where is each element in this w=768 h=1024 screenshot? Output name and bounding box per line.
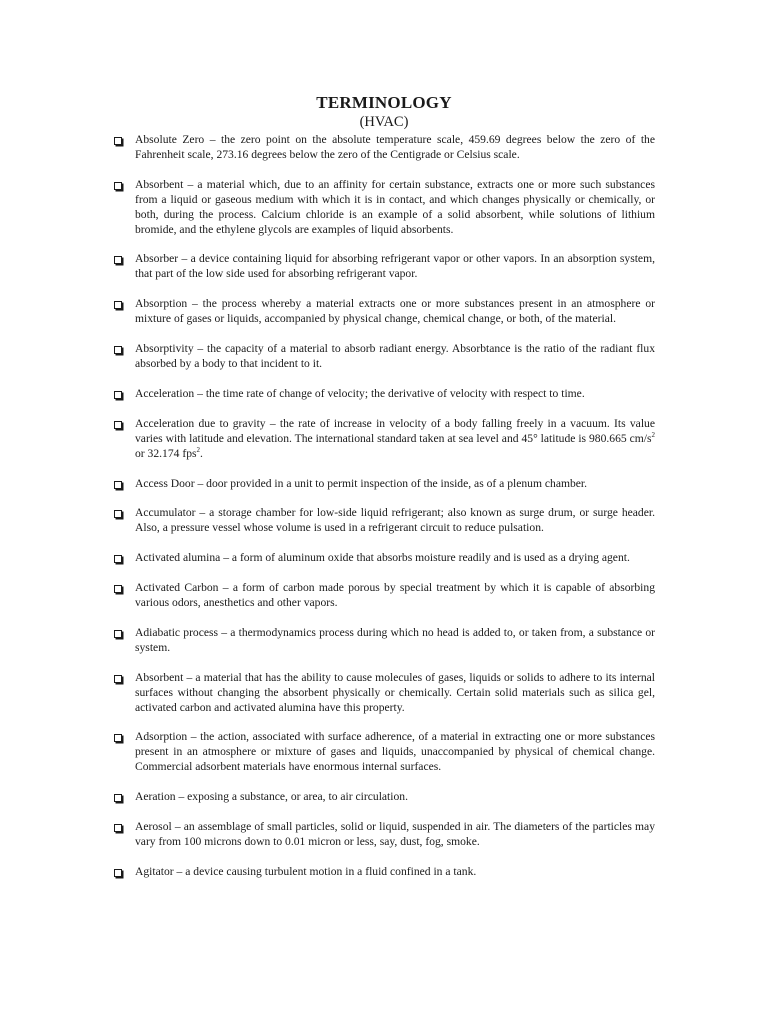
terminology-list [113,133,655,895]
term-text: Absorption – the process whereby a material extracts one or more substances present in an atmosphere or mixture of gases or liquids, accompanied by physical change, chemical change, or both, of the material. [135,297,655,326]
checkbox-bullet-icon [114,824,122,832]
checkbox-bullet-icon [114,555,122,563]
list-item [113,178,655,238]
list-item [113,865,655,880]
checkbox-bullet-icon [114,869,122,877]
list-item [113,297,655,327]
list-item [113,730,655,775]
term-text-main: Acceleration due to gravity – the rate of increase in velocity of a body falling freely in a vacuum. Its value varies with latitude and elevation. The international standard taken at sea level and 45° latitude is 980.665 cm/s [135,416,655,445]
list-item [113,342,655,372]
superscript: 2 [651,430,655,439]
term-text: Aeration – exposing a substance, or area, to air circulation. [135,790,408,804]
term-text: Accumulator – a storage chamber for low-side liquid refrigerant; also known as surge drum, or surge header. Also, a pressure vessel whose volume is used in a refrigerant circuit to reduce pulsation. [135,506,655,535]
term-text: Acceleration – the time rate of change of velocity; the derivative of velocity with respect to time. [135,386,585,400]
checkbox-bullet-icon [114,421,122,429]
checkbox-bullet-icon [114,481,122,489]
term-text: Activated Carbon – a form of carbon made porous by special treatment by which it is capable of absorbing various odors, anesthetics and other vapors. [135,581,655,610]
list-item [113,252,655,282]
document-title: TERMINOLOGY [316,93,452,112]
term-text-mid: or 32.174 fps [135,446,197,460]
checkbox-bullet-icon [114,182,122,190]
checkbox-bullet-icon [114,675,122,683]
term-text: Absorber – a device containing liquid for absorbing refrigerant vapor or other vapors. In an absorption system, that part of the low side used for absorbing refrigerant vapor. [135,252,655,281]
term-text: Aerosol – an assemblage of small particles, solid or liquid, suspended in air. The diameters of the particles may vary from 100 microns down to 0.01 micron or less, say, dust, fog, smoke. [135,820,655,848]
superscript: 2 [196,445,201,454]
term-text: Absorbent – a material that has the ability to cause molecules of gases, liquids or solids to adhere to its internal surfaces without changing the absorbent physically or chemically. Certain solid materials such as silica gel, activated carbon and activated alumina have this property. [135,670,655,714]
checkbox-bullet-icon [114,137,122,145]
checkbox-bullet-icon [114,391,122,399]
term-text: Access Door – door provided in a unit to permit inspection of the inside, as of a plenum chamber. [135,476,588,490]
checkbox-bullet-icon [114,734,122,742]
document-subtitle: (HVAC) [359,114,409,130]
list-item [113,387,655,402]
term-text: Adiabatic process – a thermodynamics process during which no head is added to, or taken from, a substance or system. [135,625,655,654]
list-item [113,820,655,850]
checkbox-bullet-icon [114,585,122,593]
list-item [113,790,655,805]
term-text: Activated alumina – a form of aluminum oxide that absorbs moisture readily and is used as a drying agent. [135,551,630,565]
list-item [113,551,655,566]
checkbox-bullet-icon [114,301,122,309]
list-item [113,477,655,492]
checkbox-bullet-icon [114,256,122,264]
term-text: Adsorption – the action, associated with surface adherence, of a material in extracting one or more substances present in an atmosphere or mixture of gases and liquids, unaccompanied by physical of chemical change. Commercial adsorbent materials have enormous internal surfaces. [135,730,655,774]
list-item [113,581,655,611]
checkbox-bullet-icon [114,346,122,354]
term-text [135,417,655,460]
term-text: Absorbent – a material which, due to an affinity for certain substance, extracts one or more such substances from a liquid or gaseous medium with which it is in contact, and which changes physically or chemically, or both, during the process. Calcium chloride is an example of a solid absorbent, while solutions of lithium bromide, and the ethylene glycols are examples of liquid absorbents. [135,177,655,236]
checkbox-bullet-icon [114,630,122,638]
checkbox-bullet-icon [114,794,122,802]
term-text: Absolute Zero – the zero point on the absolute temperature scale, 459.69 degrees below the zero of the Fahrenheit scale, 273.16 degrees below the zero of the Centigrade or Celsius scale. [135,133,655,161]
list-item [113,506,655,536]
list-item [113,671,655,716]
term-text-end: . [200,446,203,460]
list-item [113,133,655,163]
term-text: Agitator – a device causing turbulent motion in a fluid confined in a tank. [135,864,477,878]
checkbox-bullet-icon [114,510,122,518]
list-item [113,626,655,656]
term-text: Absorptivity – the capacity of a material to absorb radiant energy. Absorbtance is the ratio of the radiant flux absorbed by a body to that incident to it. [135,342,655,370]
list-item [113,417,655,462]
